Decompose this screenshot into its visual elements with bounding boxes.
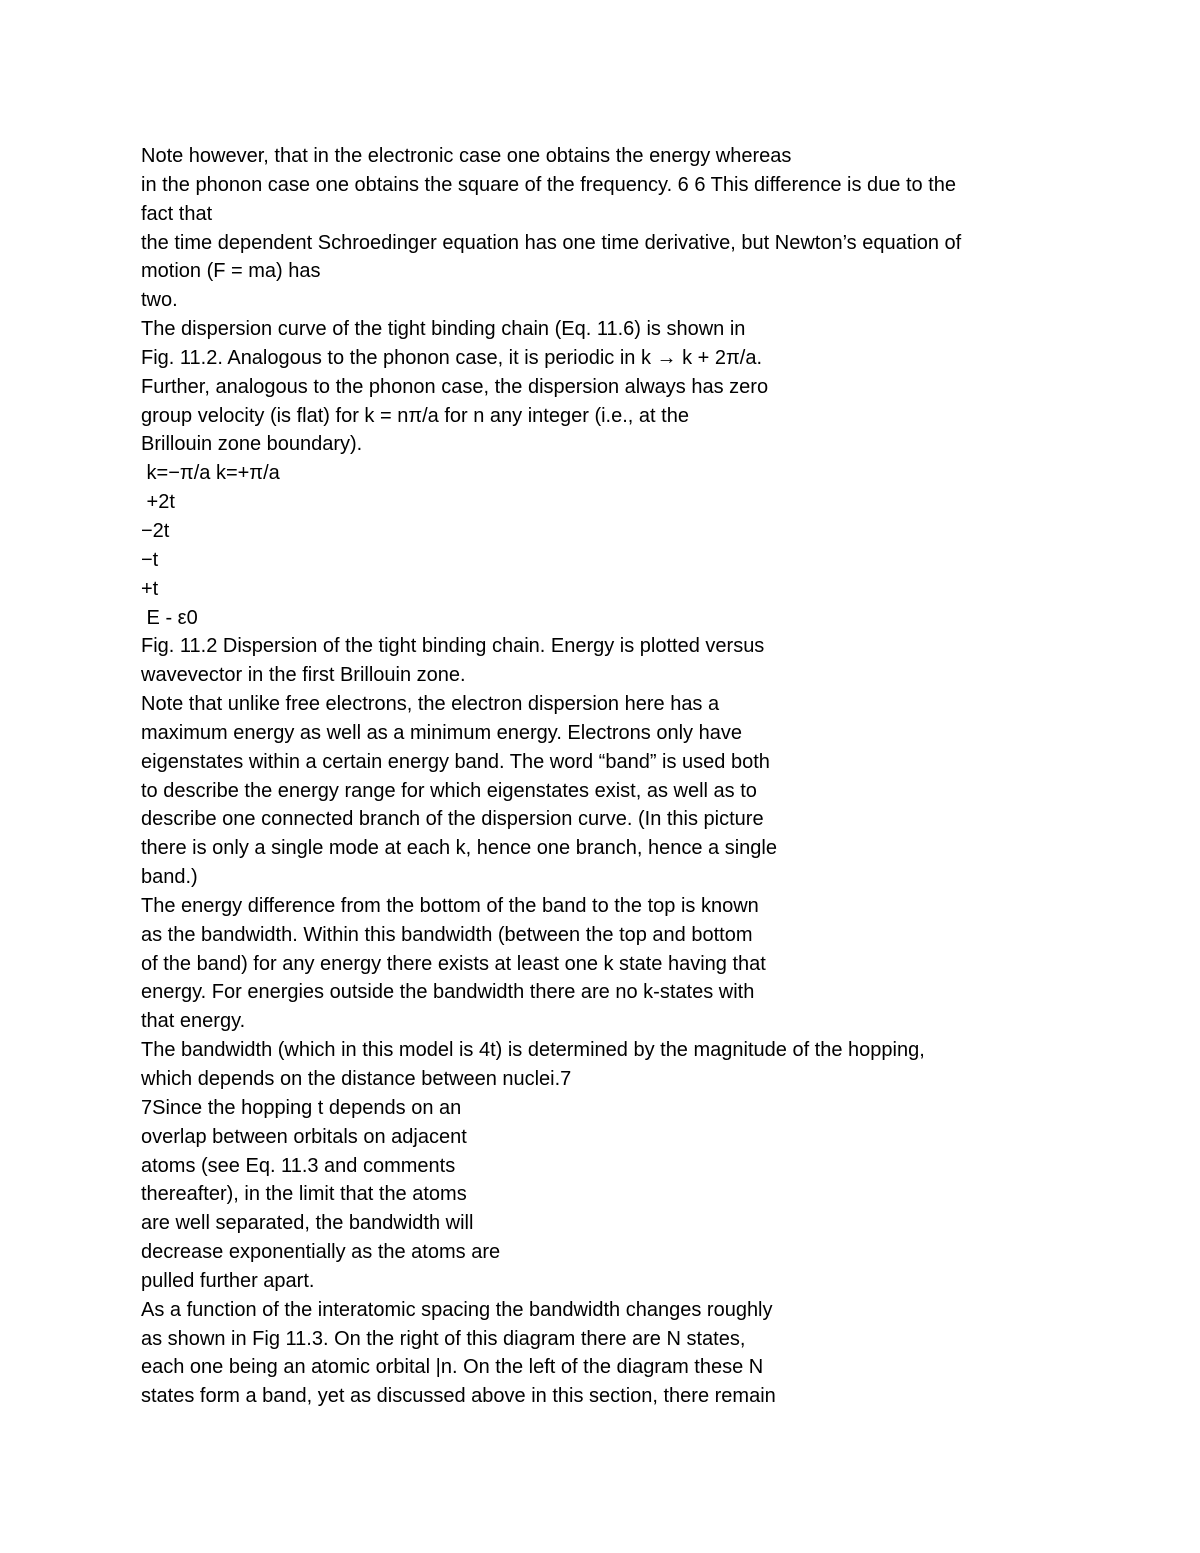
footnote-line: are well separated, the bandwidth will: [141, 1212, 474, 1235]
text-line: fact that: [141, 202, 213, 225]
text-line: two.: [141, 289, 178, 312]
figure-label-line: E - ε0: [141, 606, 198, 629]
text-line: that energy.: [141, 1010, 246, 1033]
text-line: The bandwidth (which in this model is 4t) is determined by the magnitude of the hopping,: [141, 1039, 925, 1062]
footnote-line: decrease exponentially as the atoms are: [141, 1241, 501, 1264]
text-line: which depends on the distance between nuclei.7: [141, 1068, 572, 1090]
text-line: The energy difference from the bottom of the band to the top is known: [141, 894, 759, 917]
text-line: Brillouin zone boundary).: [141, 433, 363, 456]
figure-label-line: −2t: [141, 519, 170, 542]
text-line: states form a band, yet as discussed above in this section, there remain: [141, 1385, 776, 1408]
text-line: describe one connected branch of the dispersion curve. (In this picture: [141, 808, 764, 831]
document-body: [141, 142, 1101, 1411]
footnote-line: overlap between orbitals on adjacent: [141, 1125, 467, 1148]
figure-caption-line: Fig. 11.2 Dispersion of the tight binding chain. Energy is plotted versus: [141, 635, 765, 658]
figure-label-line: k=−π/a k=+π/a: [141, 462, 280, 485]
footnote-line: pulled further apart.: [141, 1269, 315, 1292]
text-line: in the phonon case one obtains the square of the frequency. 6 6 This difference is due to the: [141, 173, 957, 196]
text-line: Note however, that in the electronic case one obtains the energy whereas: [141, 145, 792, 167]
footnote-line: atoms (see Eq. 11.3 and comments: [141, 1154, 456, 1177]
text-line: Fig. 11.2. Analogous to the phonon case, it is periodic in k → k + 2π/a.: [141, 346, 763, 369]
figure-label-line: +t: [141, 577, 159, 600]
text-line: motion (F = ma) has: [141, 260, 321, 283]
text-line: Further, analogous to the phonon case, the dispersion always has zero: [141, 375, 769, 398]
text-line: as shown in Fig 11.3. On the right of this diagram there are N states,: [141, 1327, 746, 1350]
text-line: to describe the energy range for which eigenstates exist, as well as to: [141, 779, 757, 802]
figure-label-line: −t: [141, 548, 159, 571]
figure-caption-line: wavevector in the first Brillouin zone.: [141, 664, 466, 687]
text-line: eigenstates within a certain energy band. The word “band” is used both: [141, 750, 770, 773]
text-line: group velocity (is flat) for k = nπ/a for n any integer (i.e., at the: [141, 404, 689, 427]
text-line: Note that unlike free electrons, the electron dispersion here has a: [141, 693, 720, 716]
text-line: each one being an atomic orbital |n. On the left of the diagram these N: [141, 1356, 764, 1379]
text-line: there is only a single mode at each k, hence one branch, hence a single: [141, 837, 777, 860]
text-line: energy. For energies outside the bandwidth there are no k-states with: [141, 981, 755, 1004]
text-line: the time dependent Schroedinger equation has one time derivative, but Newton’s equation of: [141, 231, 962, 254]
text-line: band.): [141, 866, 198, 889]
text-line: The dispersion curve of the tight binding chain (Eq. 11.6) is shown in: [141, 318, 746, 341]
figure-label-line: +2t: [141, 491, 175, 514]
footnote-line: 7Since the hopping t depends on an: [141, 1096, 462, 1119]
text-line: as the bandwidth. Within this bandwidth (between the top and bottom: [141, 923, 753, 946]
text-line: maximum energy as well as a minimum energy. Electrons only have: [141, 721, 742, 744]
text-line: of the band) for any energy there exists at least one k state having that: [141, 952, 766, 975]
text-line: As a function of the interatomic spacing the bandwidth changes roughly: [141, 1298, 773, 1321]
footnote-line: thereafter), in the limit that the atoms: [141, 1183, 467, 1206]
